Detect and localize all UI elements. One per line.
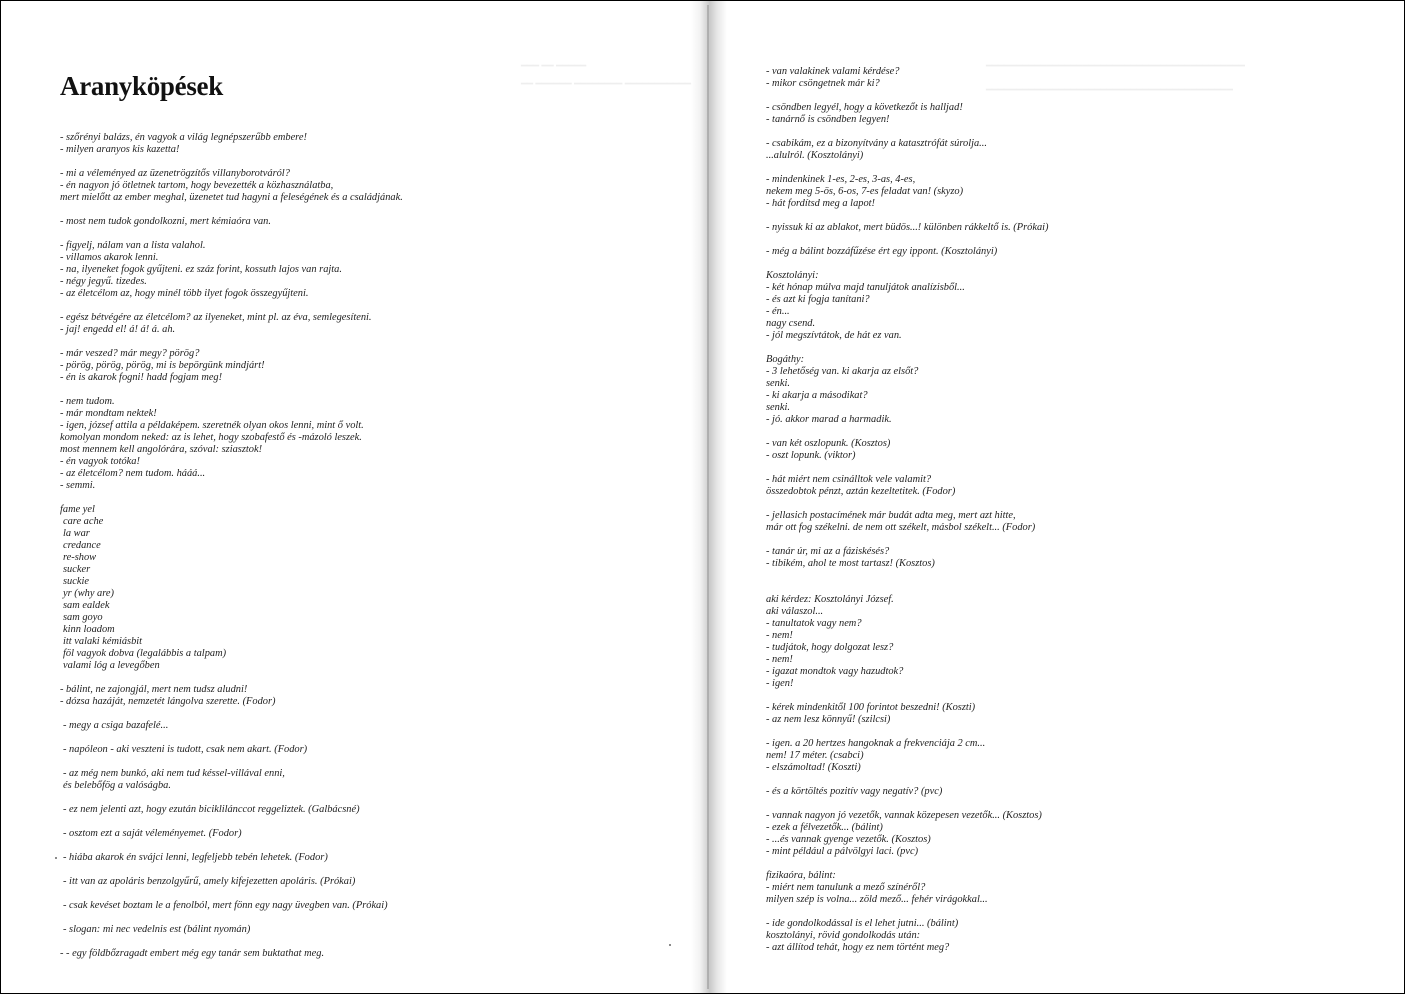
quote-line: - nem tudom. [60,396,115,407]
quote-line: - tanár úr, mi az a fáziskésés? [766,546,890,557]
quote-line: kinn loadom [63,624,115,635]
quote-line: - jó. akkor marad a harmadik. [766,414,892,425]
quote-line: itt valaki kémiásbit [63,636,143,647]
quote-line: - két hónap múlva majd tanuljátok analízisből... [766,282,965,293]
quote-line: - igen. a 20 hertzes hangoknak a frekvenciája 2 cm... [766,738,986,749]
quote-line: - hát miért nem csinálltok vele valamit? [766,474,932,485]
quote-line: - nem! [766,630,793,641]
quote-line: - tibikém, ahol te most tartasz! (Kosztos) [766,558,935,569]
quote-line: yr (why are) [63,588,114,599]
bleed-through-mark: ━━━━━━━━━━━━━━━━━━━━━━━━━━━━━━━━━━━━━━━━━ [986,85,1233,96]
quote-line: - elszámoltad! (Koszti) [766,762,861,773]
quote-line: - ide gondolkodással is el lehet jutni... (bálint) [766,918,959,929]
stanza-gap [766,570,1386,582]
quote-line: - egész bétvégére az életcélom? az ilyeneket, mint pl. az éva, semlegesíteni. [60,312,372,323]
quote-line: - nem! [766,654,793,665]
quote-line: - tanultatok vagy nem? [766,618,862,629]
stanza-gap [60,708,680,720]
quote-line: - csak kevéset boztam le a fenolból, mert fönn egy nagy üvegben van. (Prókai) [63,900,388,911]
stanza-gap [766,162,1386,174]
book-gutter-shadow [691,1,727,993]
quote-line: - osztom ezt a saját véleményemet. (Fodor) [63,828,242,839]
quote-line: senki. [766,402,790,413]
quote-line: - most nem tudok gondolkozni, mert kémiaóra van. [60,216,271,227]
quote-line: - csöndben legyél, hogy a következőt is halljad! [766,102,963,113]
quote-line: aki kérdez: Kosztolányi József. [766,594,894,605]
quote-line: Bogáthy: [766,354,805,365]
quote-line: - tanárnő is csöndben legyen! [766,114,890,125]
quote-line: - ez nem jelenti azt, hogy ezután biciklilánccot reggeliztek. (Galbácsné) [63,804,360,815]
stanza-gap [60,864,680,876]
quote-line: - miért nem tanulunk a mező színéről? [766,882,926,893]
quote-line: - igen, józsef attila a példaképem. szeretnék olyan okos lenni, mint ő volt. [60,420,364,431]
bleed-through-mark: ━━ ━━━━━━ ━━━━━━━━ ━━━━━━━━━━━ [521,79,692,90]
quote-line: már ott fog székelni. de nem ott székelt, másbol székelt... (Fodor) [766,522,1036,533]
quote-line: kosztolányi, rövid gondolkodás után: [766,930,921,941]
quote-line: - mi a véleményed az üzenetrögzítős villanyborotváról? [60,168,290,179]
quote-line: - kérek mindenkitől 100 forintot beszedni! (Koszti) [766,702,976,713]
quote-line: - 3 lehetőség van. ki akarja az elsőt? [766,366,919,377]
quote-line: - az még nem bunkó, aki nem tud késsel-villával enni, [63,768,285,779]
quote-line: - vannak nagyon jó vezetők, vannak közepesen vezetők... (Kosztos) [766,810,1042,821]
stanza-gap [766,126,1386,138]
quote-line: - slogan: mi nec vedelnis est (bálint nyomán) [63,924,251,935]
stanza-gap [60,732,680,744]
quote-line: - azt állítod tehát, hogy ez nem történt meg? [766,942,950,953]
quote-line: nagy csend. [766,318,816,329]
quote-line: - milyen aranyos kis kazetta! [60,144,180,155]
quote-line: - jól megszívtátok, de hát ez van. [766,330,902,341]
quote-line: mert mielőtt az ember meghal, üzenetet tud hagyni a feleségének és a családjának. [60,192,403,203]
quote-line: - mindenkinek 1-es, 2-es, 3-as, 4-es, [766,174,916,185]
quote-line: - - egy földbőzragadt embert még egy tanár sem buktathat meg. [60,948,325,959]
stanza-gap [766,726,1386,738]
quote-line: - oszt lopunk. (viktor) [766,450,856,461]
quote-line: - négy jegyű. tizedes. [60,276,147,287]
stanza-gap [60,840,680,852]
quote-line: föl vagyok dobva (legalábbis a talpam) [63,648,227,659]
quote-line: - mikor csöngetnek már ki? [766,78,880,89]
stanza-gap [766,906,1386,918]
quote-line: - igen! [766,678,794,689]
quote-line: ...alulról. (Kosztolányi) [766,150,864,161]
stanza-gap [60,792,680,804]
stanza-gap [60,816,680,828]
quote-line: fizikaóra, bálint: [766,870,836,881]
stanza-gap [766,210,1386,222]
quote-line: nem! 17 méter. (csabci) [766,750,864,761]
quote-line: - napóleon - aki veszteni is tudott, csak nem akart. (Fodor) [63,744,308,755]
quote-line: - itt van az apoláris benzolgyűrű, amely kifejezetten apoláris. (Prókai) [63,876,356,887]
quote-line: - igazat mondtok vagy hazudtok? [766,666,904,677]
stanza-gap [60,888,680,900]
quote-line: credance [63,540,101,551]
stanza-gap [766,534,1386,546]
stanza-gap [60,204,680,216]
quote-line: - tudjátok, hogy dolgozat lesz? [766,642,894,653]
quote-line: - és azt ki fogja tanítani? [766,294,870,305]
stanza-gap [766,234,1386,246]
quote-line: - az nem lesz könnyű! (szilcsi) [766,714,891,725]
quote-line: - dózsa hazáját, nemzetét lángolva szerette. (Fodor) [60,696,276,707]
quote-line: - ki akarja a másodikat? [766,390,868,401]
quote-line: re-show [63,552,97,563]
book-gutter-line [707,5,709,989]
quote-line: - és a körtöltés pozitív vagy negatív? (pvc) [766,786,943,797]
quote-line: - megy a csiga bazafelé... [63,720,169,731]
quote-line: - figyelj, nálam van a lista valahol. [60,240,206,251]
quote-line: - ezek a félvezetők... (bálint) [766,822,883,833]
quote-line: fame yel [60,504,95,515]
quote-line: most mennem kell angolórára, szóval: sziasztok! [60,444,263,455]
quote-line: sam ealdek [63,600,110,611]
quote-line: - nyissuk ki az ablakot, mert büdös...! különben rákkeltő is. (Prókai) [766,222,1049,233]
quote-line: Kosztolányi: [766,270,819,281]
quote-line: - jaj! engedd el! á! á! á. ah. [60,324,176,335]
quote-line: - már veszed? már megy? pörög? [60,348,200,359]
quote-line: - én is akarok fogni! hadd fogjam meg! [60,372,223,383]
quote-line: - mint például a pálvölgyi laci. (pvc) [766,846,919,857]
stanza-gap [60,336,680,348]
quote-line: - csabikám, ez a bizonyítvány a katasztrófát súrolja... [766,138,987,149]
stanza-gap [60,672,680,684]
right-page-quotes [766,66,1386,954]
quote-line: milyen szép is volna... zöld mező... fehér virágokkal... [766,894,988,905]
paper-speck [55,857,57,859]
quote-line: - szőrényi balázs, én vagyok a világ legnépszerűbb embere! [60,132,307,143]
stanza-gap [60,300,680,312]
stanza-gap [766,774,1386,786]
quote-line: sam goyo [63,612,103,623]
stanza-gap [766,582,1386,594]
bleed-through-mark: ━━━━━━━━━━━━━━━━━━━━━━━━━━━━━━━━━━━━━━━━━━━ [986,61,1245,72]
quote-line: és belebőfög a valóságba. [63,780,171,791]
quote-line: - jellasich postacímének már budát adta meg, mert azt hitte, [766,510,1016,521]
quote-line: - hát fordítsd meg a lapot! [766,198,875,209]
stanza-gap [766,426,1386,438]
bleed-through-mark: ━━━ ━━ ━━━━━ [521,61,587,72]
quote-line: - én... [766,306,790,317]
quote-line: - az életcélom? nem tudom. hááá... [60,468,206,479]
quote-line: összedobtok pénzt, aztán kezeltetitek. (Fodor) [766,486,956,497]
quote-line: la war [63,528,90,539]
quote-line: - van valakinek valami kérdése? [766,66,900,77]
quote-line: care ache [63,516,104,527]
quote-line: - már mondtam nektek! [60,408,157,419]
quote-line: - villamos akarok lenni. [60,252,159,263]
stanza-gap [766,342,1386,354]
quote-line: - bálint, ne zajongjál, mert nem tudsz aludni! [60,684,248,695]
paper-speck [669,944,671,946]
page-title: Aranyköpések [60,71,223,101]
stanza-gap [60,492,680,504]
quote-line: - van két oszlopunk. (Kosztos) [766,438,891,449]
quote-line: - semmi. [60,480,96,491]
quote-line: - én nagyon jó ötletnek tartom, hogy bevezették a közhasználatba, [60,180,334,191]
quote-line: - ...és vannak gyenge vezetők. (Kosztos) [766,834,931,845]
quote-line: - én vagyok totóka! [60,456,140,467]
quote-line: aki válaszol... [766,606,824,617]
quote-line: senki. [766,378,790,389]
stanza-gap [60,912,680,924]
quote-line: sucker [63,564,91,575]
stanza-gap [766,690,1386,702]
stanza-gap [60,756,680,768]
quote-line: - még a bálint bozzáfűzése ért egy ippont. (Kosztolányi) [766,246,998,257]
quote-line: nekem meg 5-ös, 6-os, 7-es feladat van! (skyzo) [766,186,964,197]
quote-line: - hiába akarok én svájci lenni, legfeljebb tebén lehetek. (Fodor) [63,852,328,863]
quote-line: - az életcélom az, hogy minél több ilyet fogok összegyűjteni. [60,288,309,299]
stanza-gap [766,258,1386,270]
left-page-quotes [60,132,680,960]
quote-line: suckie [63,576,89,587]
stanza-gap [766,858,1386,870]
quote-line: komolyan mondom neked: az is lehet, hogy szobafestő és -mázoló leszek. [60,432,362,443]
quote-line: - pörög, pörög, pörög, mi is bepörgünk mindjárt! [60,360,265,371]
stanza-gap [60,156,680,168]
stanza-gap [766,462,1386,474]
stanza-gap [766,798,1386,810]
stanza-gap [766,90,1386,102]
quote-line: valami lóg a levegőben [63,660,160,671]
stanza-gap [60,936,680,948]
stanza-gap [60,384,680,396]
stanza-gap [60,228,680,240]
stanza-gap [766,498,1386,510]
quote-line: - na, ilyeneket fogok gyűjteni. ez száz forint, kossuth lajos van rajta. [60,264,342,275]
